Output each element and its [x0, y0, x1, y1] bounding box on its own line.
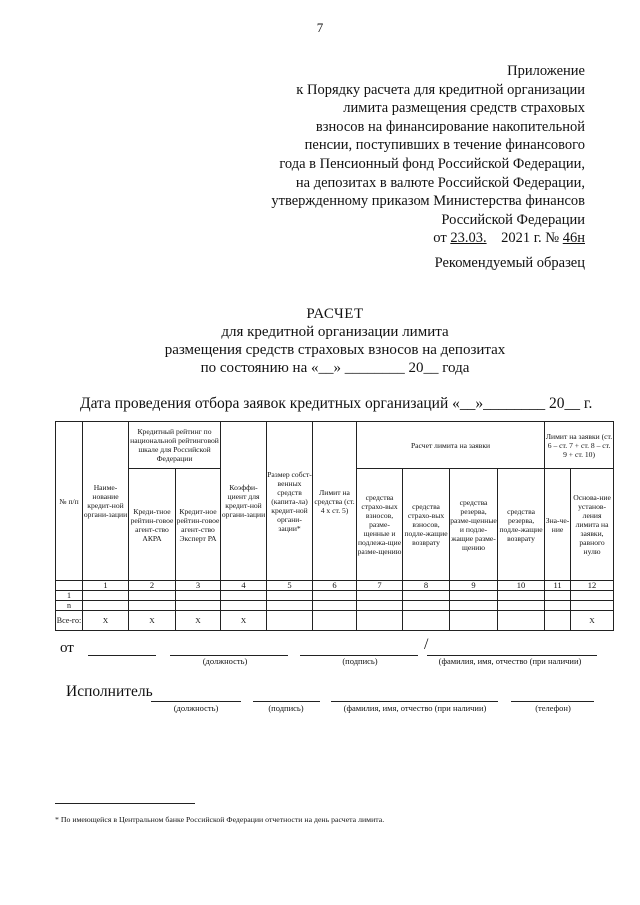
- total-mark: Х: [221, 611, 267, 631]
- header-limit: Лимит на средства (ст. 4 х ст. 5): [313, 422, 357, 581]
- appendix-line: на депозитах в валюте Российской Федерации,: [295, 174, 585, 191]
- executor-position-caption: (должность): [173, 703, 219, 713]
- order-number: 46н: [562, 230, 585, 247]
- header-org-name: Наиме-нование кредит-ной органи-зации: [83, 422, 129, 581]
- table-cell: [403, 611, 450, 631]
- sample-label: Рекомендуемый образец: [434, 255, 585, 271]
- table-cell: [357, 601, 403, 611]
- row-label-total: Все-го:: [56, 611, 83, 631]
- col-number-empty: [56, 581, 83, 591]
- table-cell: [221, 591, 267, 601]
- order-year: 2021 г. №: [501, 230, 560, 247]
- from-label: от: [60, 640, 74, 656]
- table-cell: [498, 601, 545, 611]
- table-cell: [357, 591, 403, 601]
- table-cell: [129, 601, 176, 611]
- appendix-line: Российской Федерации: [441, 211, 585, 228]
- header-col-9: средства резерва, разме-щенные и подле-жащие разме-щению: [450, 469, 498, 581]
- table-cell: [545, 591, 571, 601]
- table-cell: [176, 601, 221, 611]
- header-expert-ra: Кредит-ное рейтин-говое агент-ство Эксперт РА: [176, 469, 221, 581]
- appendix-line: утвержденному приказом Министерства финансов: [271, 193, 585, 210]
- col-number: 8: [403, 581, 450, 591]
- table-cell: [221, 601, 267, 611]
- col-number: 3: [176, 581, 221, 591]
- table-cell: [571, 601, 614, 611]
- table-cell: [498, 611, 545, 631]
- signature-caption: (подпись): [342, 656, 378, 666]
- table-cell: [267, 611, 313, 631]
- table-cell: [357, 611, 403, 631]
- signature-line: [88, 655, 156, 656]
- order-prefix: от: [433, 230, 447, 247]
- table-row: [56, 591, 614, 601]
- footnote: * По имеющейся в Центральном банке Российской Федерации отчетности на день расчета лимита.: [55, 815, 385, 824]
- col-number: 11: [545, 581, 571, 591]
- selection-date-line: Дата проведения отбора заявок кредитных организаций «__»________ 20__ г.: [80, 395, 593, 412]
- header-calc-group: Расчет лимита на заявки: [357, 422, 545, 469]
- header-rating-group: Кредитный рейтинг по национальной рейтинговой шкале для Российской Федерации: [129, 422, 221, 469]
- header-coefficient: Коэффи-циент для кредит-ной органи-зации: [221, 422, 267, 581]
- appendix-line: лимита размещения средств страховых: [343, 100, 585, 117]
- table-row-total: [56, 611, 614, 631]
- doc-subtitle-3: по состоянию на «__» ________ 20__ года: [200, 360, 470, 376]
- table-cell: [313, 591, 357, 601]
- table-row: [56, 601, 614, 611]
- appendix-line: пенсии, поступивших в течение финансового: [304, 137, 585, 154]
- appendix-line: взносов на финансирование накопительной: [315, 118, 585, 135]
- table-cell: [83, 591, 129, 601]
- header-basis: Основа-ние установ-ления лимита на заявки, равного нулю: [571, 469, 614, 581]
- appendix-line: к Порядку расчета для кредитной организации: [296, 81, 585, 98]
- row-label: n: [56, 601, 83, 611]
- header-col-8: средства страхо-вых взносов, подле-жащие возврату: [403, 469, 450, 581]
- col-number: 4: [221, 581, 267, 591]
- col-number: 2: [129, 581, 176, 591]
- appendix-block: [245, 62, 585, 248]
- table-cell: [403, 591, 450, 601]
- col-number: 5: [267, 581, 313, 591]
- header-capital: Размер собст-венных средств (капита-ла) кредит-ной органи-зации*: [267, 422, 313, 581]
- header-col-10: средства резерва, подле-жащие возврату: [498, 469, 545, 581]
- col-number: 6: [313, 581, 357, 591]
- table-cell: [313, 611, 357, 631]
- executor-line: [511, 701, 594, 702]
- header-akra: Креди-тное рейтин-говое агент-ство АКРА: [129, 469, 176, 581]
- total-mark: Х: [176, 611, 221, 631]
- table-cell: [267, 591, 313, 601]
- table-cell: [545, 611, 571, 631]
- table-cell: [313, 601, 357, 611]
- table-cell: [83, 601, 129, 611]
- executor-line: [331, 701, 498, 702]
- total-mark: Х: [571, 611, 614, 631]
- table-cell: [267, 601, 313, 611]
- executor-line: [253, 701, 320, 702]
- fio-caption: (фамилия, имя, отчество (при наличии): [438, 656, 582, 666]
- col-number: 10: [498, 581, 545, 591]
- table-cell: [176, 591, 221, 601]
- table-cell: [571, 591, 614, 601]
- doc-subtitle-2: размещения средств страховых взносов на депозитах: [164, 342, 506, 358]
- order-reference: [245, 229, 585, 248]
- col-number: 12: [571, 581, 614, 591]
- table-cell: [498, 591, 545, 601]
- table-cell: [450, 591, 498, 601]
- executor-label: Исполнитель: [66, 683, 153, 700]
- footnote-separator: [55, 803, 195, 804]
- col-number: 7: [357, 581, 403, 591]
- header-limit-group: Лимит на заявки (ст. 6 – ст. 7 + ст. 8 – ст. 9 + ст. 10): [545, 422, 614, 469]
- page-number: 7: [316, 20, 324, 35]
- table-cell: [545, 601, 571, 611]
- table-cell: [450, 611, 498, 631]
- doc-subtitle-1: для кредитной организации лимита: [221, 324, 449, 340]
- executor-line: [151, 701, 241, 702]
- doc-title: РАСЧЕТ: [306, 306, 364, 322]
- table-cell: [450, 601, 498, 611]
- appendix-line: Приложение: [507, 63, 585, 79]
- total-mark: Х: [83, 611, 129, 631]
- executor-signature-caption: (подпись): [268, 703, 304, 713]
- appendix-line: года в Пенсионный фонд Российской Федерации,: [279, 155, 585, 172]
- executor-phone-caption: (телефон): [535, 703, 571, 713]
- slash-separator: /: [424, 636, 429, 653]
- col-number: 1: [83, 581, 129, 591]
- order-date: 23.03.: [450, 230, 487, 247]
- row-label: 1: [56, 591, 83, 601]
- col-number: 9: [450, 581, 498, 591]
- position-caption: (должность): [202, 656, 248, 666]
- header-number: № п/п: [56, 422, 83, 581]
- total-mark: Х: [129, 611, 176, 631]
- table-cell: [129, 591, 176, 601]
- limit-table: [55, 421, 614, 631]
- table-cell: [403, 601, 450, 611]
- executor-fio-caption: (фамилия, имя, отчество (при наличии): [343, 703, 487, 713]
- header-value: Зна-че-ние: [545, 469, 571, 581]
- header-col-7: средства страхо-вых взносов, разме-щенные и подлежа-щие разме-щению: [357, 469, 403, 581]
